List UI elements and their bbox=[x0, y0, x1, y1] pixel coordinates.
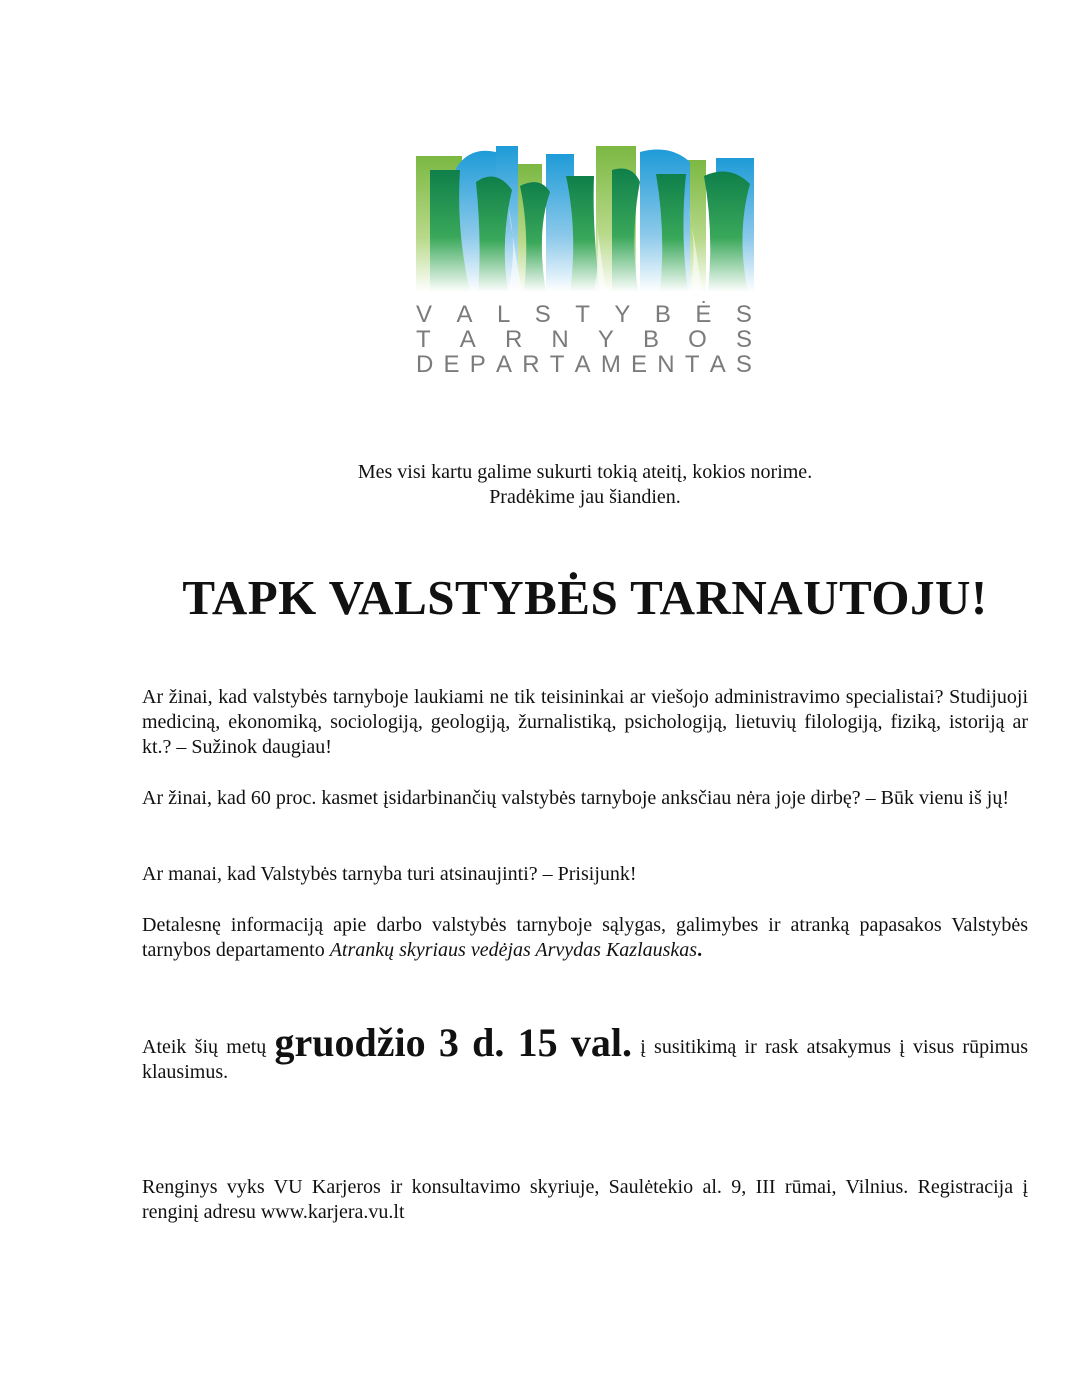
logo-letter: R bbox=[504, 326, 523, 353]
speaker-intro: Detalesnę informaciją apie darbo valstybės tarnyboje sąlygas, galimybes ir atranką papasakos Valstybės tarnybos departamento bbox=[142, 914, 1028, 961]
logo-letter: T bbox=[549, 351, 565, 378]
logo-letter: L bbox=[496, 301, 511, 328]
logo-letter: T bbox=[684, 351, 700, 378]
event-date-time: gruodžio 3 d. 15 val. bbox=[274, 1020, 632, 1065]
logo-letter: Y bbox=[597, 326, 614, 353]
logo-letter: V bbox=[416, 301, 433, 328]
paragraph-professions: Ar žinai, kad valstybės tarnyboje laukiami ne tik teisininkai ar viešojo administravimo specialistai? Studijuoji mediciną, ekonomiką, sociologiją, geologiją, žurnalistiką, psichologiją, lietuvių filologiją, fiziką, istoriją ar kt.? – Sužinok daugiau! bbox=[142, 686, 1028, 758]
logo-letter: S bbox=[735, 351, 752, 378]
logo-letter: B bbox=[654, 301, 671, 328]
logo-letter: S bbox=[735, 326, 752, 353]
logo-letter: A bbox=[709, 351, 726, 378]
logo-letter: E bbox=[443, 351, 460, 378]
logo-letter: A bbox=[495, 351, 512, 378]
logo-letter: A bbox=[574, 351, 591, 378]
logo-letter: S bbox=[735, 301, 752, 328]
logo-letter: T bbox=[416, 326, 431, 353]
speaker-period: . bbox=[697, 939, 703, 961]
logo-letter: N bbox=[551, 326, 569, 353]
logo-letter: S bbox=[534, 301, 551, 328]
paragraph-renewal: Ar manai, kad Valstybės tarnyba turi atsinaujinti? – Prisijunk! bbox=[142, 863, 637, 885]
paragraph-speaker bbox=[142, 913, 1028, 963]
paragraph-event-time bbox=[142, 1020, 1028, 1085]
logo-letter: T bbox=[575, 301, 590, 328]
logo-letter: E bbox=[631, 351, 648, 378]
paragraph-newcomers: Ar žinai, kad 60 proc. kasmet įsidarbinančių valstybės tarnyboje anksčiau nėra joje dirbę? – Būk vienu iš jų! bbox=[142, 787, 1009, 809]
logo-letter: Y bbox=[614, 301, 631, 328]
logo-line-3 bbox=[416, 352, 752, 377]
logo-line-2 bbox=[416, 327, 752, 352]
logo-line-1 bbox=[416, 302, 752, 327]
logo-letter: Ė bbox=[695, 301, 712, 328]
logo-letter: M bbox=[600, 351, 621, 378]
paragraph-venue-registration: Renginys vyks VU Karjeros ir konsultavimo skyriuje, Saulėtekio al. 9, III rūmai, Vilnius. Registracija į renginį adresu www.karjera.vu.lt bbox=[142, 1176, 1028, 1223]
logo-wordmark bbox=[416, 302, 756, 377]
intro-text bbox=[0, 460, 1070, 510]
logo-letter: A bbox=[459, 326, 476, 353]
logo-letter: B bbox=[643, 326, 660, 353]
intro-line-1: Mes visi kartu galime sukurti tokią ateitį, kokios norime. bbox=[357, 461, 813, 483]
logo-graphic bbox=[416, 146, 754, 292]
event-time-intro: Ateik šių metų bbox=[142, 1036, 275, 1058]
logo-letter: A bbox=[456, 301, 473, 328]
headline: TAPK VALSTYBĖS TARNAUTOJU! bbox=[182, 570, 988, 625]
logo-letter: N bbox=[657, 351, 675, 378]
logo-letter: R bbox=[522, 351, 540, 378]
logo-letter: P bbox=[469, 351, 486, 378]
logo-letter: D bbox=[416, 351, 434, 378]
intro-line-2: Pradėkime jau šiandien. bbox=[489, 486, 681, 508]
department-logo bbox=[416, 146, 756, 378]
logo-letter: O bbox=[688, 326, 707, 353]
speaker-name: Atrankų skyriaus vedėjas Arvydas Kazlauskas bbox=[329, 939, 698, 961]
event-time-end: į susitikimą ir rask atsakymus į visus rūpimus klausimus. bbox=[142, 1036, 1028, 1083]
